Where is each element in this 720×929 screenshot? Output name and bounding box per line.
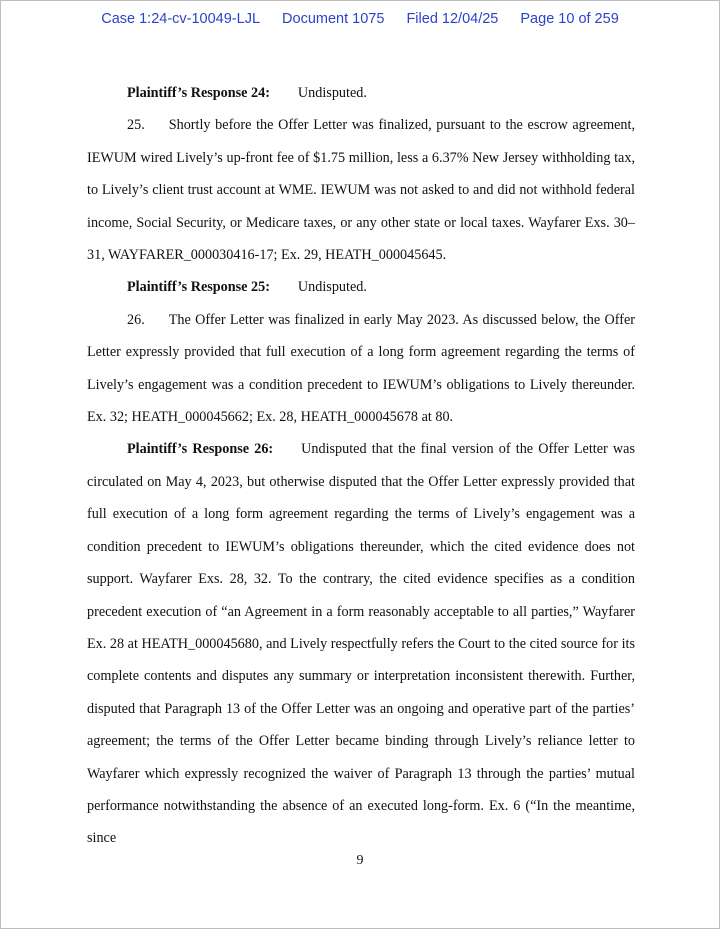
response-24 <box>87 77 635 109</box>
response-26 <box>87 433 635 854</box>
paragraph-text: The Offer Letter was finalized in early May 2023. As discussed below, the Offer Letter expressly provided that full execution of a long form agreement regarding the terms of Lively’s engagement was a condition precedent to IEWUM’s obligations to Lively thereunder. Ex. 32; HEATH_000045662; Ex. 28, HEATH_000045678 at 80. <box>87 311 635 426</box>
filed-date: Filed 12/04/25 <box>406 11 499 27</box>
response-label: Plaintiff’s Response 24: <box>127 85 270 101</box>
document-body <box>87 77 635 855</box>
paragraph-number: 25. <box>127 117 145 134</box>
page-of-total: Page 10 of 259 <box>520 11 619 27</box>
case-number: Case 1:24-cv-10049-LJL <box>101 11 261 27</box>
document-number: Document 1075 <box>282 11 385 27</box>
page-number: 9 <box>356 853 364 868</box>
response-text: Undisputed. <box>297 85 367 101</box>
response-text: Undisputed that the final version of the Offer Letter was circulated on May 4, 2023, but otherwise disputed that the Offer Letter expressly provided that full execution of a long form agreement regarding the terms of Lively’s engagement was a condition precedent to IEWUM’s obligations thereunder, which the cited evidence does not support. Wayfarer Exs. 28, 32. To the contrary, the cited evidence specifies as a condition precedent execution of “an Agreement in a form reasonably acceptable to all parties,” Wayfarer Ex. 28 at HEATH_000045680, and Lively respectfully refers the Court to the cited source for its complete contents and disputes any summary or interpretation inconsistent therewith. Further, disputed that Paragraph 13 of the Offer Letter was an ongoing and operative part of the parties’ agreement; the terms of the Offer Letter became binding through Lively’s reliance letter to Wayfarer which expressly recognized the waiver of Paragraph 13 through the parties’ mutual performance notwithstanding the absence of an executed long-form. Ex. 6 (“In the meantime, since <box>87 441 635 847</box>
response-text: Undisputed. <box>297 279 367 296</box>
filing-header <box>0 11 720 27</box>
paragraph-text: Shortly before the Offer Letter was finalized, pursuant to the escrow agreement, IEWUM wired Lively’s up-front fee of $1.75 million, less a 6.37% New Jersey withholding tax, to Lively’s client trust account at WME. IEWUM was not asked to and did not withhold federal income, Social Security, or Medicare taxes, or any other state or local taxes. Wayfarer Exs. 30–31, WAYFARER_000030416-17; Ex. 29, HEATH_000045645. <box>87 117 635 264</box>
response-label: Plaintiff’s Response 26: <box>127 441 274 458</box>
paragraph-26 <box>87 304 635 434</box>
response-label: Plaintiff’s Response 25: <box>127 279 270 296</box>
paragraph-25 <box>87 109 635 271</box>
paragraph-number: 26. <box>127 311 145 328</box>
response-25 <box>87 271 635 303</box>
